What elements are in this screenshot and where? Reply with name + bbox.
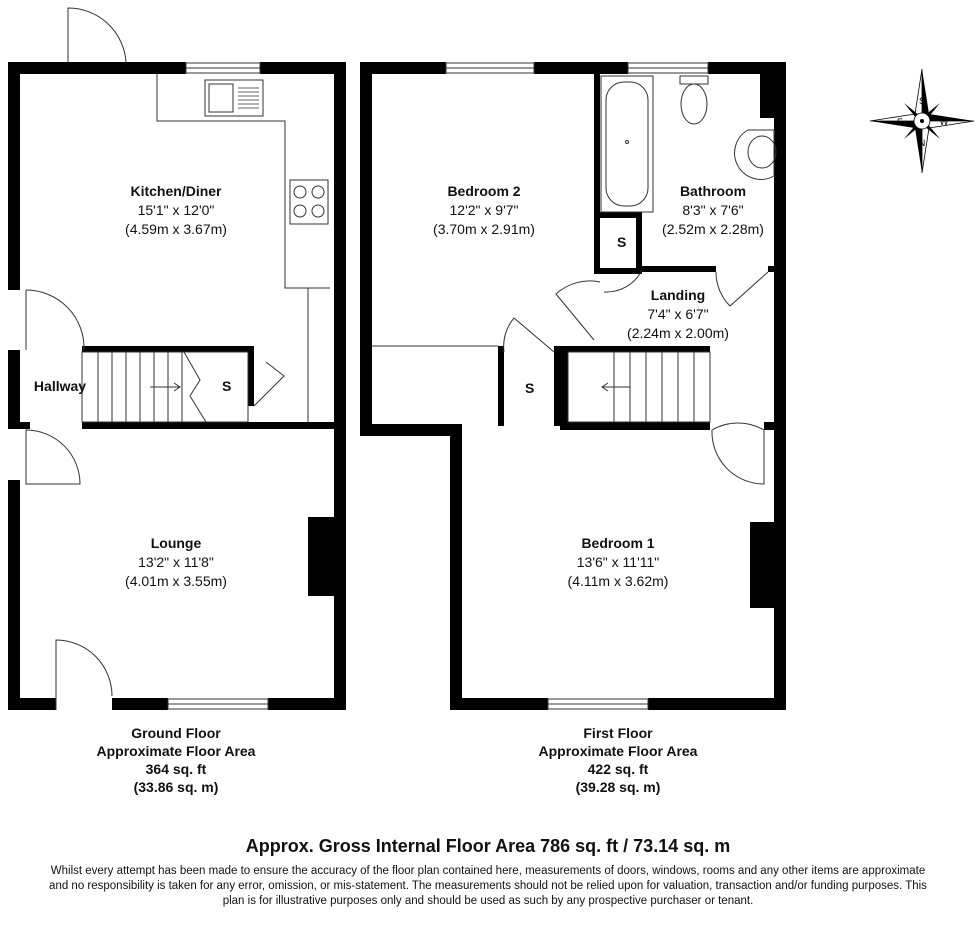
room-label-landing <box>606 286 750 343</box>
bedroom1-metric: (4.11m x 3.62m) <box>567 573 669 589</box>
bed1-door <box>712 423 764 484</box>
bathroom-name: Bathroom <box>679 183 747 199</box>
first-fixtures <box>372 63 776 709</box>
ground-fixtures <box>26 8 330 710</box>
first-left-wall-upper <box>360 62 372 436</box>
first-floor-plan <box>360 62 786 710</box>
bathroom-imperial: 8'3" x 7'6" <box>682 202 744 218</box>
bedroom2-imperial: 12'2" x 9'7" <box>449 202 519 218</box>
first-floor-subtitle: Approximate Floor Area <box>538 743 698 759</box>
stair-top-wall <box>82 346 254 352</box>
cupboard-door <box>254 362 284 406</box>
landing-stair-wall <box>554 346 710 352</box>
landing-metric: (2.24m x 2.00m) <box>627 325 729 341</box>
first-stair-arrow <box>602 383 630 391</box>
ground-internal-wall-stub <box>8 422 30 429</box>
ground-floor-sqft: 364 sq. ft <box>145 761 207 777</box>
bedroom1-imperial: 13'6" x 11'11" <box>576 554 660 570</box>
kitchen-metric: (4.59m x 3.67m) <box>125 221 227 237</box>
ground-bottom-wall-mid <box>112 698 168 710</box>
hallway-door-upper <box>26 290 84 350</box>
bed1-chimney-breast <box>750 522 774 608</box>
cupboard-right-wall <box>554 346 568 426</box>
first-bottom-wall-right <box>648 698 786 710</box>
room-label-lounge <box>96 534 256 591</box>
first-step-wall <box>360 424 462 436</box>
ground-left-wall-upper <box>8 62 20 290</box>
lounge-name: Lounge <box>150 535 202 551</box>
first-floor-sqm: (39.28 sq. m) <box>575 779 661 795</box>
room-label-bedroom1 <box>538 534 698 591</box>
gross-floor-area: Approx. Gross Internal Floor Area 786 sq. ft / 73.14 sq. m <box>245 836 731 856</box>
kitchen-imperial: 15'1" x 12'0" <box>137 202 215 218</box>
room-label-hallway <box>24 377 96 396</box>
stair-winder <box>184 352 206 422</box>
lounge-front-door <box>56 640 112 710</box>
airing-cupboard-top <box>600 212 642 218</box>
storage-marker-landing: S <box>525 380 535 396</box>
bathroom-chimney <box>760 74 774 118</box>
first-bottom-wall-left <box>450 698 548 710</box>
kitchen-name: Kitchen/Diner <box>130 183 222 199</box>
disclaimer-text: Whilst every attempt has been made to ensure the accuracy of the floor plan contained here, measurements of doors, windows, rooms and any other items are approximate and no responsibility is taken for any error, omission, or mis-statement. The measurements should not be relied upon for valuation, transaction and/or funding purposes. This plan is for illustrative purposes only and should be used as such by any prospective purchaser or tenant. <box>49 865 927 907</box>
ground-left-wall-mid <box>8 350 20 422</box>
landing-cupboard-door <box>504 318 554 352</box>
lounge-metric: (4.01m x 3.55m) <box>125 573 227 589</box>
airing-cupboard-bottom <box>600 268 636 274</box>
ground-right-wall <box>334 62 346 710</box>
hallway-door-lower <box>26 430 80 484</box>
first-floor-title: First Floor <box>583 725 653 741</box>
compass-e: E <box>896 117 904 127</box>
cupboard-left-wall <box>498 346 504 426</box>
room-label-bedroom2 <box>404 182 564 239</box>
bedroom1-name: Bedroom 1 <box>581 535 655 551</box>
bed2-bath-wall <box>594 74 600 274</box>
hallway-name: Hallway <box>33 378 87 394</box>
bed2-door <box>556 281 600 340</box>
stair-cupboard-wall <box>248 346 254 406</box>
ground-left-wall-lower <box>8 480 20 710</box>
first-stairs <box>568 352 710 422</box>
bath-landing-wall <box>642 266 716 272</box>
kitchen-back-door <box>68 8 126 62</box>
first-right-wall <box>774 62 786 710</box>
kitchen-worktop <box>157 74 330 288</box>
bedroom2-metric: (3.70m x 2.91m) <box>433 221 535 237</box>
kitchen-hob <box>290 180 328 224</box>
ground-floor-caption <box>56 724 296 796</box>
kitchen-sink <box>205 80 263 116</box>
landing-imperial: 7'4" x 6'7" <box>647 306 709 322</box>
room-label-kitchen <box>96 182 256 239</box>
ground-floor-sqm: (33.86 sq. m) <box>133 779 219 795</box>
first-top-wall-mid <box>534 62 628 74</box>
ground-floor-title: Ground Floor <box>131 725 221 741</box>
storage-marker-airing: S <box>617 234 627 250</box>
first-internal-wall <box>560 422 710 430</box>
compass-s: S <box>918 96 926 106</box>
ground-floor-subtitle: Approximate Floor Area <box>96 743 256 759</box>
bathroom-metric: (2.52m x 2.28m) <box>662 221 764 237</box>
lounge-imperial: 13'2" x 11'8" <box>138 554 214 570</box>
ground-top-wall-left-2 <box>8 62 126 74</box>
compass-rose <box>870 69 974 173</box>
airing-cupboard-right <box>636 212 642 274</box>
first-top-wall-left <box>360 62 446 74</box>
compass-w: W <box>939 117 949 127</box>
ground-bottom-wall-left <box>8 698 56 710</box>
lounge-chimney-breast <box>308 517 336 596</box>
ground-internal-wall <box>82 422 334 429</box>
first-floor-caption <box>498 724 738 796</box>
room-label-bathroom <box>646 182 780 239</box>
compass-n: N <box>918 138 926 148</box>
ground-bottom-wall-right <box>268 698 346 710</box>
landing-name: Landing <box>650 287 706 303</box>
storage-marker-ground: S <box>222 378 232 394</box>
first-left-wall-lower <box>450 424 462 710</box>
first-floor-sqft: 422 sq. ft <box>587 761 649 777</box>
bedroom2-name: Bedroom 2 <box>447 183 521 199</box>
ground-top-wall-right <box>260 62 346 74</box>
toilet <box>680 76 708 84</box>
